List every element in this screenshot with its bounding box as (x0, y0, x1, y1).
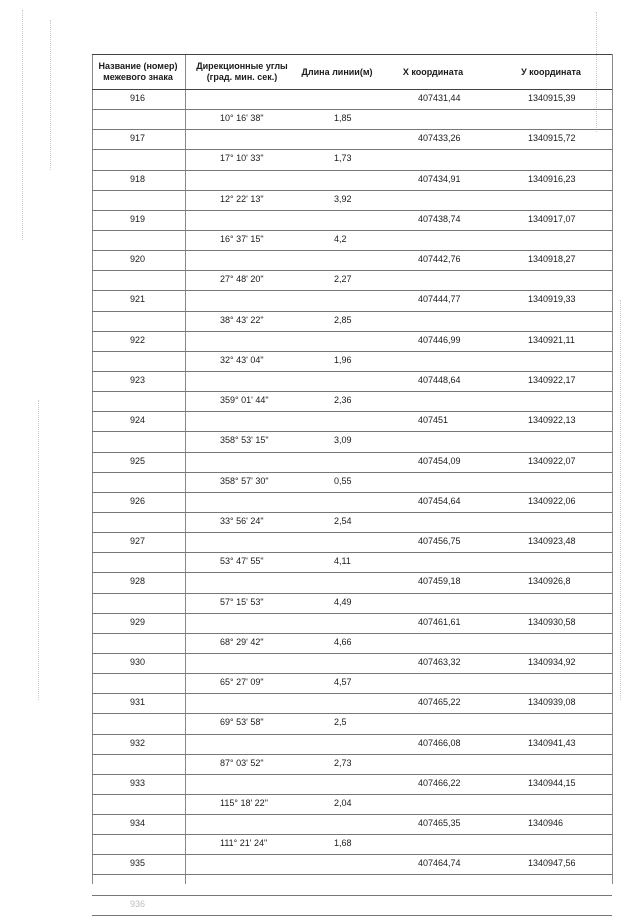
table-row (92, 875, 612, 895)
table-row (92, 654, 612, 674)
header-length: Длина линии(м) (301, 66, 373, 77)
cell-name: 922 (130, 334, 146, 345)
cell-x: 407448,64 (418, 374, 461, 385)
table-row (92, 815, 612, 835)
cell-length: 4,11 (334, 556, 351, 567)
cell-length: 1,85 (334, 113, 352, 124)
cell-length: 2,54 (334, 515, 352, 526)
cell-x: 407454,64 (418, 495, 461, 506)
table-row (92, 473, 612, 493)
cell-y: 1340922,06 (528, 495, 576, 506)
table-row (92, 332, 612, 352)
cell-x: 407454,09 (418, 455, 461, 466)
cell-angle: 358° 57' 30" (220, 475, 269, 486)
cell-angle: 17° 10' 33" (220, 153, 264, 164)
scan-noise (620, 300, 621, 700)
cell-y: 1340916,23 (528, 173, 576, 184)
cell-name: 919 (130, 213, 146, 224)
cell-angle: 115° 18' 22" (220, 797, 268, 808)
cell-name: 934 (130, 818, 146, 829)
cell-name: 931 (130, 697, 146, 708)
cell-length: 1,68 (334, 838, 352, 849)
cell-y: 1340917,07 (528, 213, 576, 224)
table-row (92, 674, 612, 694)
cell-length: 4,57 (334, 677, 352, 688)
cell-name: 927 (130, 536, 146, 547)
cell-name: 923 (130, 374, 146, 385)
cell-y: 1340947,56 (528, 858, 576, 869)
cell-angle: 10° 16' 38" (220, 113, 264, 124)
cell-x: 407463,32 (418, 656, 461, 667)
cell-name: 929 (130, 616, 146, 627)
cell-y: 1340918,27 (528, 254, 576, 265)
table-row (92, 453, 612, 473)
cell-y: 1340934,92 (528, 656, 576, 667)
table-row (92, 694, 612, 714)
column-rule (612, 54, 613, 884)
cell-name: 935 (130, 858, 146, 869)
cell-y: 1340939,08 (528, 697, 576, 708)
cell-y: 1340922,17 (528, 374, 576, 385)
cell-x: 407465,22 (418, 697, 461, 708)
cell-name: 932 (130, 737, 146, 748)
cell-y: 1340930,58 (528, 616, 576, 627)
cell-length: 2,73 (334, 757, 352, 768)
cell-name: 916 (130, 93, 146, 103)
cell-x: 407466,22 (418, 777, 461, 788)
cell-y: 1340926,8 (528, 576, 571, 587)
cell-y: 1340941,43 (528, 737, 576, 748)
table-row (92, 634, 612, 654)
table-row (92, 755, 612, 775)
table-row (92, 352, 612, 372)
scan-noise (38, 400, 39, 700)
cell-name: 933 (130, 777, 146, 788)
cell-name: 925 (130, 455, 146, 466)
cell-angle: 69° 53' 58" (220, 717, 264, 728)
table-row (92, 432, 612, 452)
cell-angle: 57° 15' 53" (220, 596, 264, 607)
cell-x: 407464,74 (418, 858, 461, 869)
cell-angle: 65° 27' 09" (220, 677, 264, 688)
table-row (92, 392, 612, 412)
table-row (92, 130, 612, 150)
cell-angle: 33° 56' 24" (220, 515, 264, 526)
cell-y: 1340919,33 (528, 294, 576, 305)
table-row (92, 614, 612, 634)
cell-y: 1340922,07 (528, 455, 576, 466)
cell-x: 407465,35 (418, 818, 461, 829)
cell-y: 1340923,48 (528, 536, 576, 547)
cell-x: 407446,99 (418, 334, 461, 345)
cell-length: 4,2 (334, 233, 347, 244)
cell-name: 924 (130, 415, 146, 426)
table-row (92, 795, 612, 815)
cell-name: 930 (130, 656, 146, 667)
cell-x: 407442,76 (418, 254, 461, 265)
cell-length: 2,85 (334, 314, 352, 325)
table-row (92, 231, 612, 251)
cell-angle: 16° 37' 15" (220, 233, 264, 244)
cell-length: 0,55 (334, 475, 352, 486)
cell-length: 1,73 (334, 153, 352, 164)
cell-x: 407433,26 (418, 133, 461, 144)
cell-length: 3,92 (334, 193, 352, 204)
cell-y: 1340944,15 (528, 777, 576, 788)
cell-length: 2,27 (334, 274, 352, 285)
cell-x: 407459,18 (418, 576, 461, 587)
cell-y: 1340915,39 (528, 93, 576, 103)
table-row (92, 493, 612, 513)
cell-angle: 68° 29' 42" (220, 636, 264, 647)
table-row (92, 291, 612, 311)
table-row (92, 533, 612, 553)
cell-x: 407431,44 (418, 93, 461, 103)
table-row (92, 251, 612, 271)
cell-x: 407466,08 (418, 737, 461, 748)
table-row (92, 110, 612, 130)
cell-x: 407461,61 (418, 616, 461, 627)
cell-name: 928 (130, 576, 146, 587)
table-row (92, 594, 612, 614)
table-row (92, 855, 612, 875)
cell-x: 407451 (418, 415, 449, 426)
scan-noise (50, 20, 51, 170)
cell-name: 918 (130, 173, 146, 184)
cell-name: 921 (130, 294, 146, 305)
cell-angle: 32° 43' 04" (220, 354, 264, 365)
cell-x: 407438,74 (418, 213, 461, 224)
header-name: Название (номер) межевого знака (98, 61, 178, 82)
cell-name: 917 (130, 133, 146, 144)
cell-angle: 111° 21' 24" (220, 838, 268, 849)
table-row (92, 714, 612, 734)
header-y: У координата (521, 66, 581, 77)
cell-y: 1340915,72 (528, 133, 576, 144)
table-row (92, 735, 612, 755)
cell-angle: 12° 22' 13" (220, 193, 264, 204)
table-header (92, 54, 612, 90)
coordinates-table (92, 54, 612, 916)
cell-angle: 87° 03' 52" (220, 757, 264, 768)
cell-length: 2,5 (334, 717, 347, 728)
header-x: Х координата (402, 66, 464, 77)
cell-x: 407434,91 (418, 173, 461, 184)
cell-angle: 27° 48' 20" (220, 274, 264, 285)
header-angle: Дирекционные углы (град. мин. сек.) (196, 61, 288, 82)
scan-noise (22, 10, 23, 240)
table-row (92, 211, 612, 231)
cell-name: 926 (130, 495, 146, 506)
cell-name: 920 (130, 254, 146, 265)
cell-length: 2,04 (334, 797, 352, 808)
table-row (92, 372, 612, 392)
cell-y: 1340922,13 (528, 415, 576, 426)
table-row (92, 775, 612, 795)
table-row (92, 896, 612, 916)
cell-x: 407456,75 (418, 536, 461, 547)
cell-angle: 38° 43' 22" (220, 314, 264, 325)
table-row (92, 90, 612, 110)
cell-length: 3,09 (334, 435, 352, 446)
cell-x: 407444,77 (418, 294, 461, 305)
table-row (92, 513, 612, 533)
table-row (92, 171, 612, 191)
cell-name: 936 (130, 898, 146, 909)
table-row (92, 312, 612, 332)
table-row (92, 150, 612, 170)
table-row (92, 271, 612, 291)
cell-y: 1340921,11 (528, 334, 575, 345)
table-row (92, 412, 612, 432)
table-row (92, 835, 612, 855)
cell-angle: 53° 47' 55" (220, 556, 264, 567)
cell-length: 4,49 (334, 596, 352, 607)
cell-angle: 358° 53' 15" (220, 435, 269, 446)
table-body (92, 90, 612, 916)
cell-angle: 359° 01' 44" (220, 395, 269, 406)
cell-y: 1340946 (528, 818, 564, 829)
table-row (92, 191, 612, 211)
table-row (92, 553, 612, 573)
cell-length: 4,66 (334, 636, 352, 647)
cell-length: 1,96 (334, 354, 352, 365)
table-row (92, 573, 612, 593)
cell-length: 2,36 (334, 395, 352, 406)
